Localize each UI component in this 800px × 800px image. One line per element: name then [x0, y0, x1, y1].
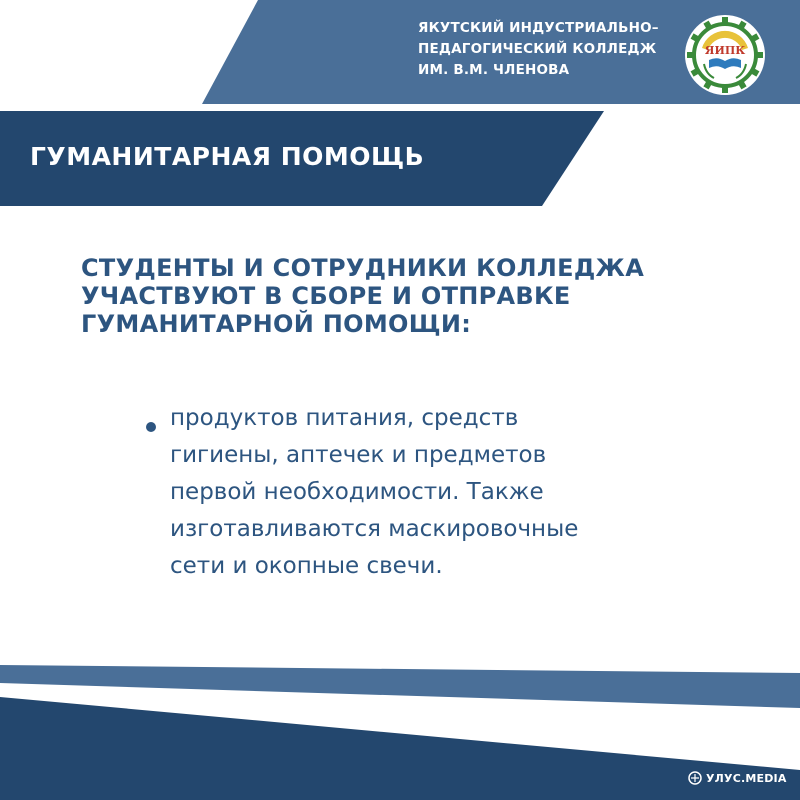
bullet-text-line-4: изготавливаются маскировочные: [170, 516, 579, 542]
watermark-text: УЛУС.MEDIA: [706, 771, 787, 785]
college-name: [418, 18, 688, 81]
watermark: [688, 768, 787, 788]
subheading-line-1: СТУДЕНТЫ И СОТРУДНИКИ КОЛЛЕДЖА: [81, 254, 645, 282]
section-title: ГУМАНИТАРНАЯ ПОМОЩЬ: [30, 142, 425, 171]
college-name-line-1: ЯКУТСКИЙ ИНДУСТРИАЛЬНО–: [418, 20, 659, 36]
subheading-line-3: ГУМАНИТАРНОЙ ПОМОЩИ:: [81, 310, 472, 338]
bullet-text-line-2: гигиены, аптечек и предметов: [170, 442, 547, 468]
bullet-text: [170, 400, 650, 585]
bullet-text-line-5: сети и окопные свечи.: [170, 553, 443, 579]
bullet-text-line-1: продуктов питания, средств: [170, 405, 519, 431]
college-name-line-2: ПЕДАГОГИЧЕСКИЙ КОЛЛЕДЖ: [418, 41, 657, 57]
college-emblem-icon: [684, 14, 766, 96]
logo-text: ЯИПК: [704, 44, 746, 57]
college-name-line-3: ИМ. В.М. ЧЛЕНОВА: [418, 62, 570, 78]
bullet-text-line-3: первой необходимости. Также: [170, 479, 544, 505]
bullet-dot-icon: [146, 422, 156, 432]
subheading: [81, 254, 701, 338]
subheading-line-2: УЧАСТВУЮТ В СБОРЕ И ОТПРАВКЕ: [81, 282, 571, 310]
globe-icon: [688, 771, 702, 785]
